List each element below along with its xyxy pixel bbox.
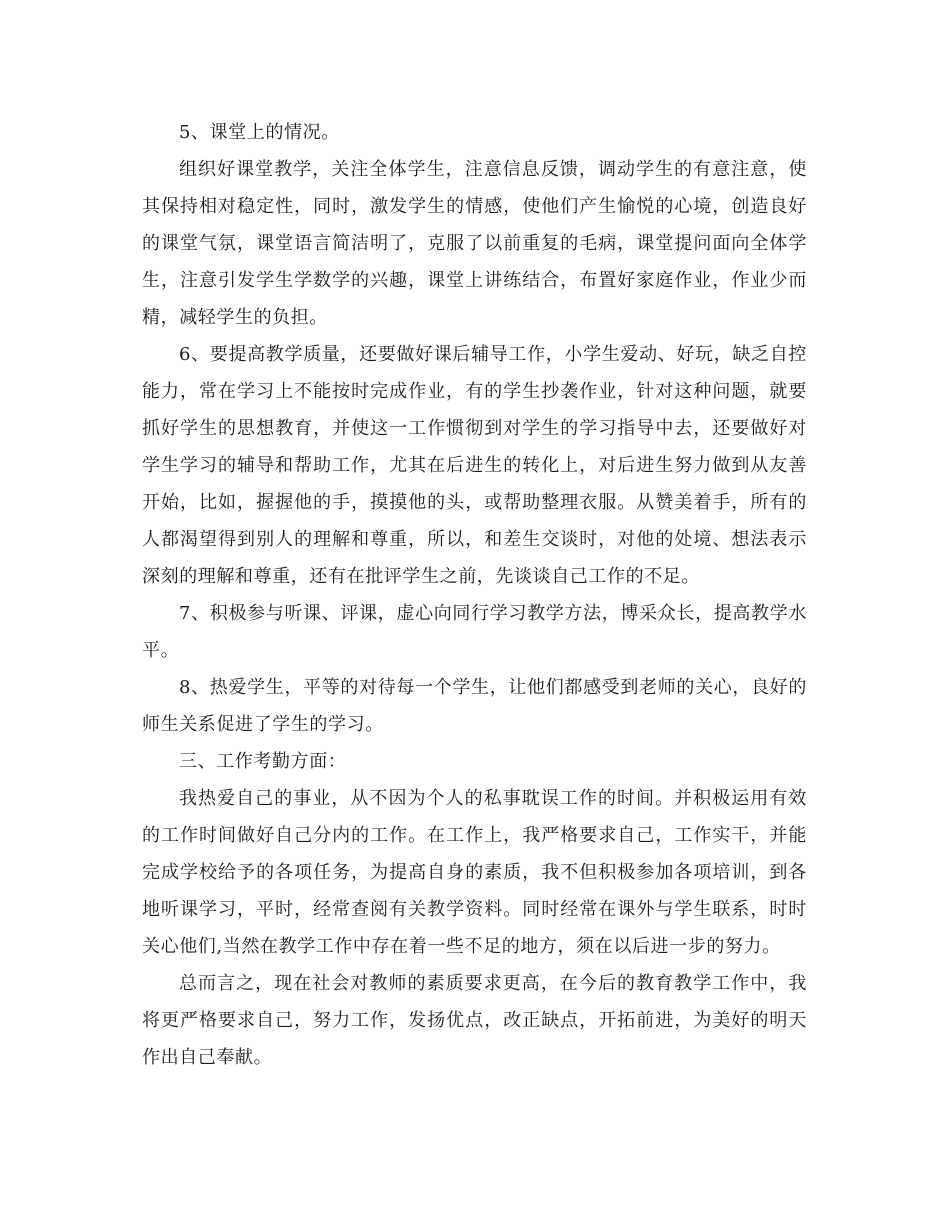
paragraph-item-6-tutoring: 6、要提高教学质量，还要做好课后辅导工作，小学生爱动、好玩，缺乏自控能力，常在学习上不能按时完成作业，有的学生抄袭作业，针对这种问题，就要抓好学生的思想教育，并使这一工作惯彻到对学生的学习指导中去，还要做好对学生学习的辅导和帮助工作，尤其在后进生的转化上，对后进生努力做到从友善开始，比如，握握他的手，摸摸他的头，或帮助整理衣服。从赞美着手，所有的人都渴望得到别人的理解和尊重，所以，和差生交谈时，对他的处境、想法表示深刻的理解和尊重，还有在批评学生之前，先谈谈自己工作的不足。 xyxy=(142,344,807,587)
paragraph-item-8-love-students: 8、热爱学生，平等的对待每一个学生，让他们都感受到老师的关心，良好的师生关系促进了学生的学习。 xyxy=(142,677,807,735)
document-body xyxy=(142,114,807,1076)
paragraph-classroom-teaching: 组织好课堂教学，关注全体学生，注意信息反馈，调动学生的有意注意，使其保持相对稳定性，同时，激发学生的情感，使他们产生愉悦的心境，创造良好的课堂气氛，课堂语言简洁明了，克服了以前重复的毛病，课堂提问面向全体学生，注意引发学生学数学的兴趣，课堂上讲练结合，布置好家庭作业，作业少而精，减轻学生的负担。 xyxy=(142,159,807,328)
section-heading-attendance: 三、工作考勤方面： xyxy=(179,751,347,772)
paragraph-attendance-body: 我热爱自己的事业，从不因为个人的私事耽误工作的时间。并积极运用有效的工作时间做好自己分内的工作。在工作上，我严格要求自己，工作实干，并能完成学校给予的各项任务，为提高自身的素质，我不但积极参加各项培训，到各地听课学习，平时，经常查阅有关教学资料。同时经常在课外与学生联系，时时关心他们,当然在教学工作中存在着一些不足的地方，须在以后进一步的努力。 xyxy=(142,788,807,957)
paragraph-conclusion: 总而言之，现在社会对教师的素质要求更高，在今后的教育教学工作中，我将更严格要求自己，努力工作，发扬优点，改正缺点，开拓前进，为美好的明天作出自己奉献。 xyxy=(142,973,807,1068)
paragraph-item-7-lesson-observation: 7、积极参与听课、评课，虚心向同行学习教学方法，博采众长，提高教学水平。 xyxy=(142,603,807,661)
paragraph-item-5-heading: 5、课堂上的情况。 xyxy=(179,122,340,143)
